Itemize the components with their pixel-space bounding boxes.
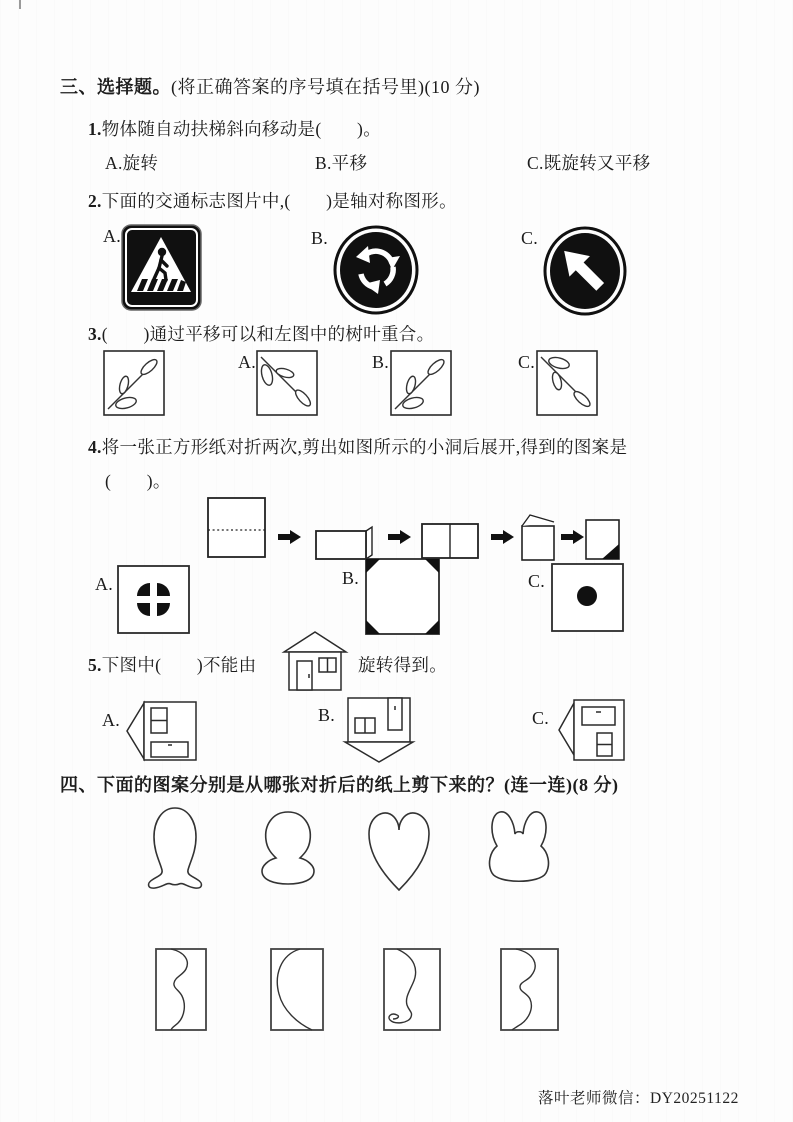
fold-step-2-folded-once xyxy=(315,524,375,562)
q2-number: 2. xyxy=(88,191,102,211)
q4-option-a-label: A. xyxy=(95,574,113,594)
q3-option-a-leaf-box xyxy=(256,350,318,416)
scan-artifact-mark xyxy=(19,0,21,9)
q3-stem: ( )通过平移可以和左图中的树叶重合。 xyxy=(101,324,435,344)
arrow-right-icon xyxy=(278,529,302,545)
q5-option-b-label: B. xyxy=(318,705,335,725)
q4-option-b-label: B. xyxy=(342,568,359,588)
roundabout-sign xyxy=(332,224,420,316)
q3-option-b-label: B. xyxy=(372,352,389,372)
blob-shape xyxy=(143,804,207,901)
arrow-right-icon xyxy=(561,529,585,545)
q5-text-after: 旋转得到。 xyxy=(358,655,447,675)
footer-credit: 落叶老师微信：DY20251122 xyxy=(538,1090,739,1107)
q5-stem-before: 下图中( )不能由 xyxy=(101,655,257,675)
q5-number: 5. xyxy=(88,655,102,675)
q5-text-before xyxy=(88,652,256,677)
folded-paper-cut-2 xyxy=(270,948,325,1032)
section-three-heading-title: 三、选择题。 xyxy=(60,77,171,97)
q4-option-a-pattern xyxy=(117,565,191,635)
q4-option-c-label: C. xyxy=(528,571,545,591)
q4-option-b-pattern xyxy=(365,558,441,636)
q1-number: 1. xyxy=(88,119,102,139)
q5-option-a-label: A. xyxy=(102,710,120,730)
q1-stem: 物体随自动扶梯斜向移动是( )。 xyxy=(101,119,381,139)
folded-paper-cut-1 xyxy=(155,948,208,1032)
rabbit-shape xyxy=(478,806,562,888)
q4-text-line1 xyxy=(88,434,627,459)
heart-shape xyxy=(358,802,440,894)
q5-option-a-house-rotated xyxy=(122,697,202,765)
folded-paper-cut-4 xyxy=(500,948,560,1032)
section-three-heading xyxy=(60,73,480,99)
folded-paper-cut-3 xyxy=(383,948,442,1032)
q5-option-c-label: C. xyxy=(532,708,549,728)
q3-option-c-leaf-box xyxy=(536,350,598,416)
fold-step-1-square xyxy=(207,497,267,559)
pedestrian-crossing-sign xyxy=(120,222,204,314)
q2-option-c-label: C. xyxy=(521,228,538,248)
q1-option-b: B.平移 xyxy=(315,153,368,173)
q1-option-c: C.既旋转又平移 xyxy=(527,153,651,173)
mushroom-shape xyxy=(248,808,328,886)
section-three-heading-note: (将正确答案的序号填在括号里)(10 分) xyxy=(171,77,480,97)
q2-option-b-label: B. xyxy=(311,228,328,248)
fold-step-5-cut-corner xyxy=(585,517,621,561)
q3-option-a-label: A. xyxy=(238,352,256,372)
arrow-right-icon xyxy=(388,529,412,545)
house-icon xyxy=(276,628,354,694)
q4-stem: 将一张正方形纸对折两次,剪出如图所示的小洞后展开,得到的图案是 xyxy=(101,437,628,457)
q3-number: 3. xyxy=(88,324,102,344)
q1-option-a: A.旋转 xyxy=(105,153,159,173)
q2-stem: 下面的交通标志图片中,( )是轴对称图形。 xyxy=(101,191,457,211)
keep-left-sign xyxy=(543,226,627,316)
q3-reference-leaf-box xyxy=(103,350,165,416)
section-four-heading: 四、下面的图案分别是从哪张对折后的纸上剪下来的？(连一连)(8 分) xyxy=(60,775,619,795)
q5-option-b-house-rotated xyxy=(342,694,420,766)
q3-option-b-leaf-box xyxy=(390,350,452,416)
q3-text xyxy=(88,321,434,346)
fold-step-4-folded-twice xyxy=(521,512,559,562)
q2-text xyxy=(88,188,457,213)
q5-option-c-house-mirrored xyxy=(556,695,630,765)
q4-option-c-pattern xyxy=(551,563,625,633)
q3-option-c-label: C. xyxy=(518,352,535,372)
q1-text xyxy=(88,116,381,141)
q4-number: 4. xyxy=(88,437,102,457)
arrow-right-icon xyxy=(491,529,515,545)
q2-option-a-label: A. xyxy=(103,226,121,246)
fold-step-3-two-panels xyxy=(421,522,481,562)
q4-text-line2: ( )。 xyxy=(105,471,171,491)
